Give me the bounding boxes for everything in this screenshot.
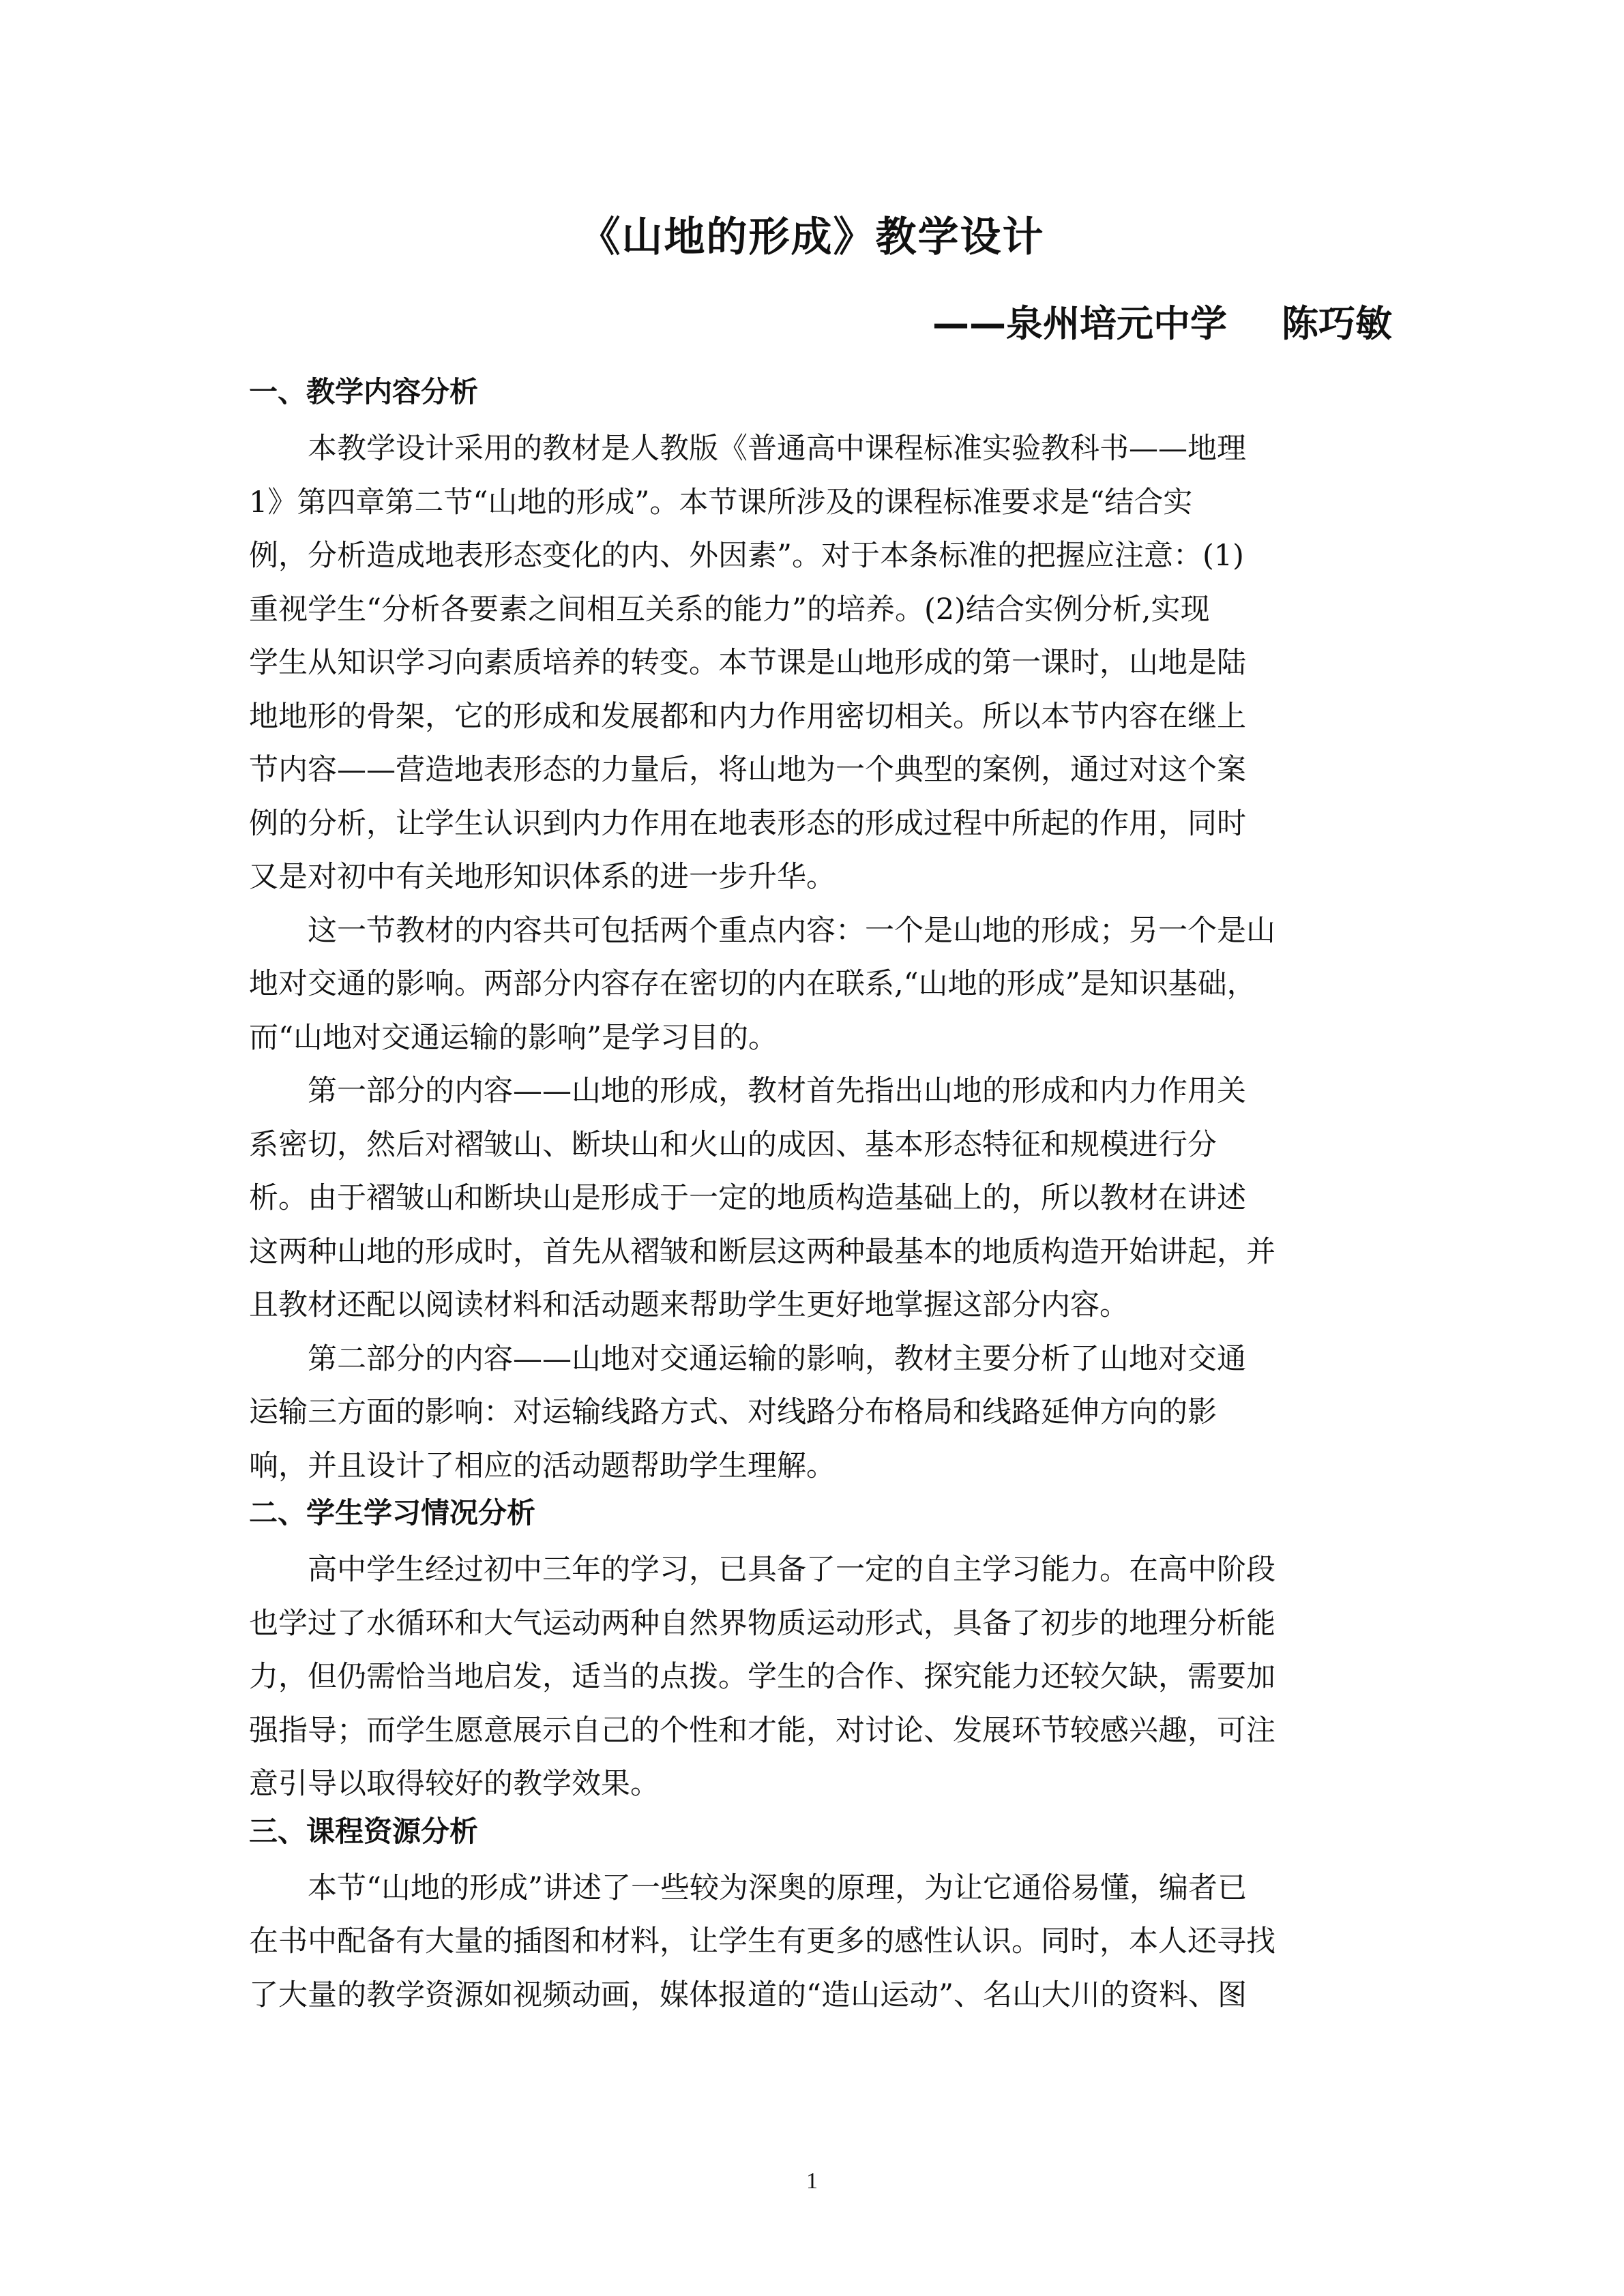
text-line: 意引导以取得较好的教学效果。 xyxy=(249,1767,660,1801)
author-name: 陈巧敏 xyxy=(1282,302,1392,345)
text-line: 运输三方面的影响：对运输线路方式、对线路分布格局和线路延伸方向的影 xyxy=(249,1395,1217,1429)
text-line: 在书中配备有大量的插图和材料，让学生有更多的感性认识。同时，本人还寻找 xyxy=(249,1924,1275,1958)
text-line: 响，并且设计了相应的活动题帮助学生理解。 xyxy=(249,1448,836,1483)
paragraph xyxy=(249,1064,1388,1332)
text-line: 地地形的骨架，它的形成和发展都和内力作用密切相关。所以本节内容在继上 xyxy=(249,699,1246,734)
text-line: 重视学生“分析各要素之间相互关系的能力”的培养。(2)结合实例分析,实现 xyxy=(249,592,1210,627)
text-line: 1》第四章第二节“山地的形成”。本节课所涉及的课程标准要求是“结合实 xyxy=(249,485,1193,520)
text-line: 第二部分的内容——山地对交通运输的影响，教材主要分析了山地对交通 xyxy=(308,1341,1246,1376)
text-line: 地对交通的影响。两部分内容存在密切的内在联系,“山地的形成”是知识基础， xyxy=(249,967,1256,1001)
text-line: 强指导；而学生愿意展示自己的个性和才能，对讨论、发展环节较感兴趣，可注 xyxy=(249,1713,1275,1748)
paragraph xyxy=(249,422,1388,904)
text-line: 力，但仍需恰当地启发，适当的点拨。学生的合作、探究能力还较欠缺，需要加 xyxy=(249,1660,1275,1694)
paragraph xyxy=(249,1862,1388,2023)
text-line: 且教材还配以阅读材料和活动题来帮助学生更好地掌握这部分内容。 xyxy=(249,1288,1129,1322)
section-heading: 三、课程资源分析 xyxy=(249,1814,479,1848)
text-line: 本教学设计采用的教材是人教版《普通高中课程标准实验教科书——地理 xyxy=(308,432,1246,466)
text-line: 高中学生经过初中三年的学习，已具备了一定的自主学习能力。在高中阶段 xyxy=(308,1553,1275,1587)
text-line: 第一部分的内容——山地的形成，教材首先指出山地的形成和内力作用关 xyxy=(308,1074,1246,1108)
paragraph xyxy=(249,1332,1388,1493)
section-heading: 二、学生学习情况分析 xyxy=(249,1496,536,1530)
text-line: 析。由于褶皱山和断块山是形成于一定的地质构造基础上的，所以教材在讲述 xyxy=(249,1181,1246,1215)
text-line: 也学过了水循环和大气运动两种自然界物质运动形式，具备了初步的地理分析能 xyxy=(249,1606,1275,1641)
text-line: 例的分析，让学生认识到内力作用在地表形态的形成过程中所起的作用，同时 xyxy=(249,806,1246,841)
text-line: 了大量的教学资源如视频动画，媒体报道的“造山运动”、名山大川的资料、图 xyxy=(249,1978,1247,2012)
paragraph xyxy=(249,904,1388,1065)
document-body xyxy=(249,372,1388,2022)
paragraph xyxy=(249,1543,1388,1811)
text-line: 本节“山地的形成”讲述了一些较为深奥的原理，为让它通俗易懂，编者已 xyxy=(308,1870,1247,1905)
text-line: 又是对初中有关地形知识体系的进一步升华。 xyxy=(249,860,836,894)
author-school: ——泉州培元中学 xyxy=(932,302,1227,345)
text-line: 学生从知识学习向素质培养的转变。本节课是山地形成的第一课时，山地是陆 xyxy=(249,646,1246,680)
page-title: 《山地的形成》教学设计 xyxy=(579,213,1045,261)
author-line xyxy=(932,295,1392,347)
text-line: 节内容——营造地表形态的力量后，将山地为一个典型的案例，通过对这个案 xyxy=(249,753,1246,787)
section-heading: 一、教学内容分析 xyxy=(249,375,479,408)
text-line: 而“山地对交通运输的影响”是学习目的。 xyxy=(249,1020,778,1055)
text-line: 这两种山地的形成时，首先从褶皱和断层这两种最基本的地质构造开始讲起，并 xyxy=(249,1234,1275,1269)
page-number: 1 xyxy=(806,2168,818,2194)
text-line: 这一节教材的内容共可包括两个重点内容：一个是山地的形成；另一个是山 xyxy=(308,913,1275,948)
text-line: 系密切，然后对褶皱山、断块山和火山的成因、基本形态特征和规模进行分 xyxy=(249,1127,1217,1162)
text-line: 例，分析造成地表形态变化的内、外因素”。对于本条标准的把握应注意：(1) xyxy=(249,539,1244,573)
